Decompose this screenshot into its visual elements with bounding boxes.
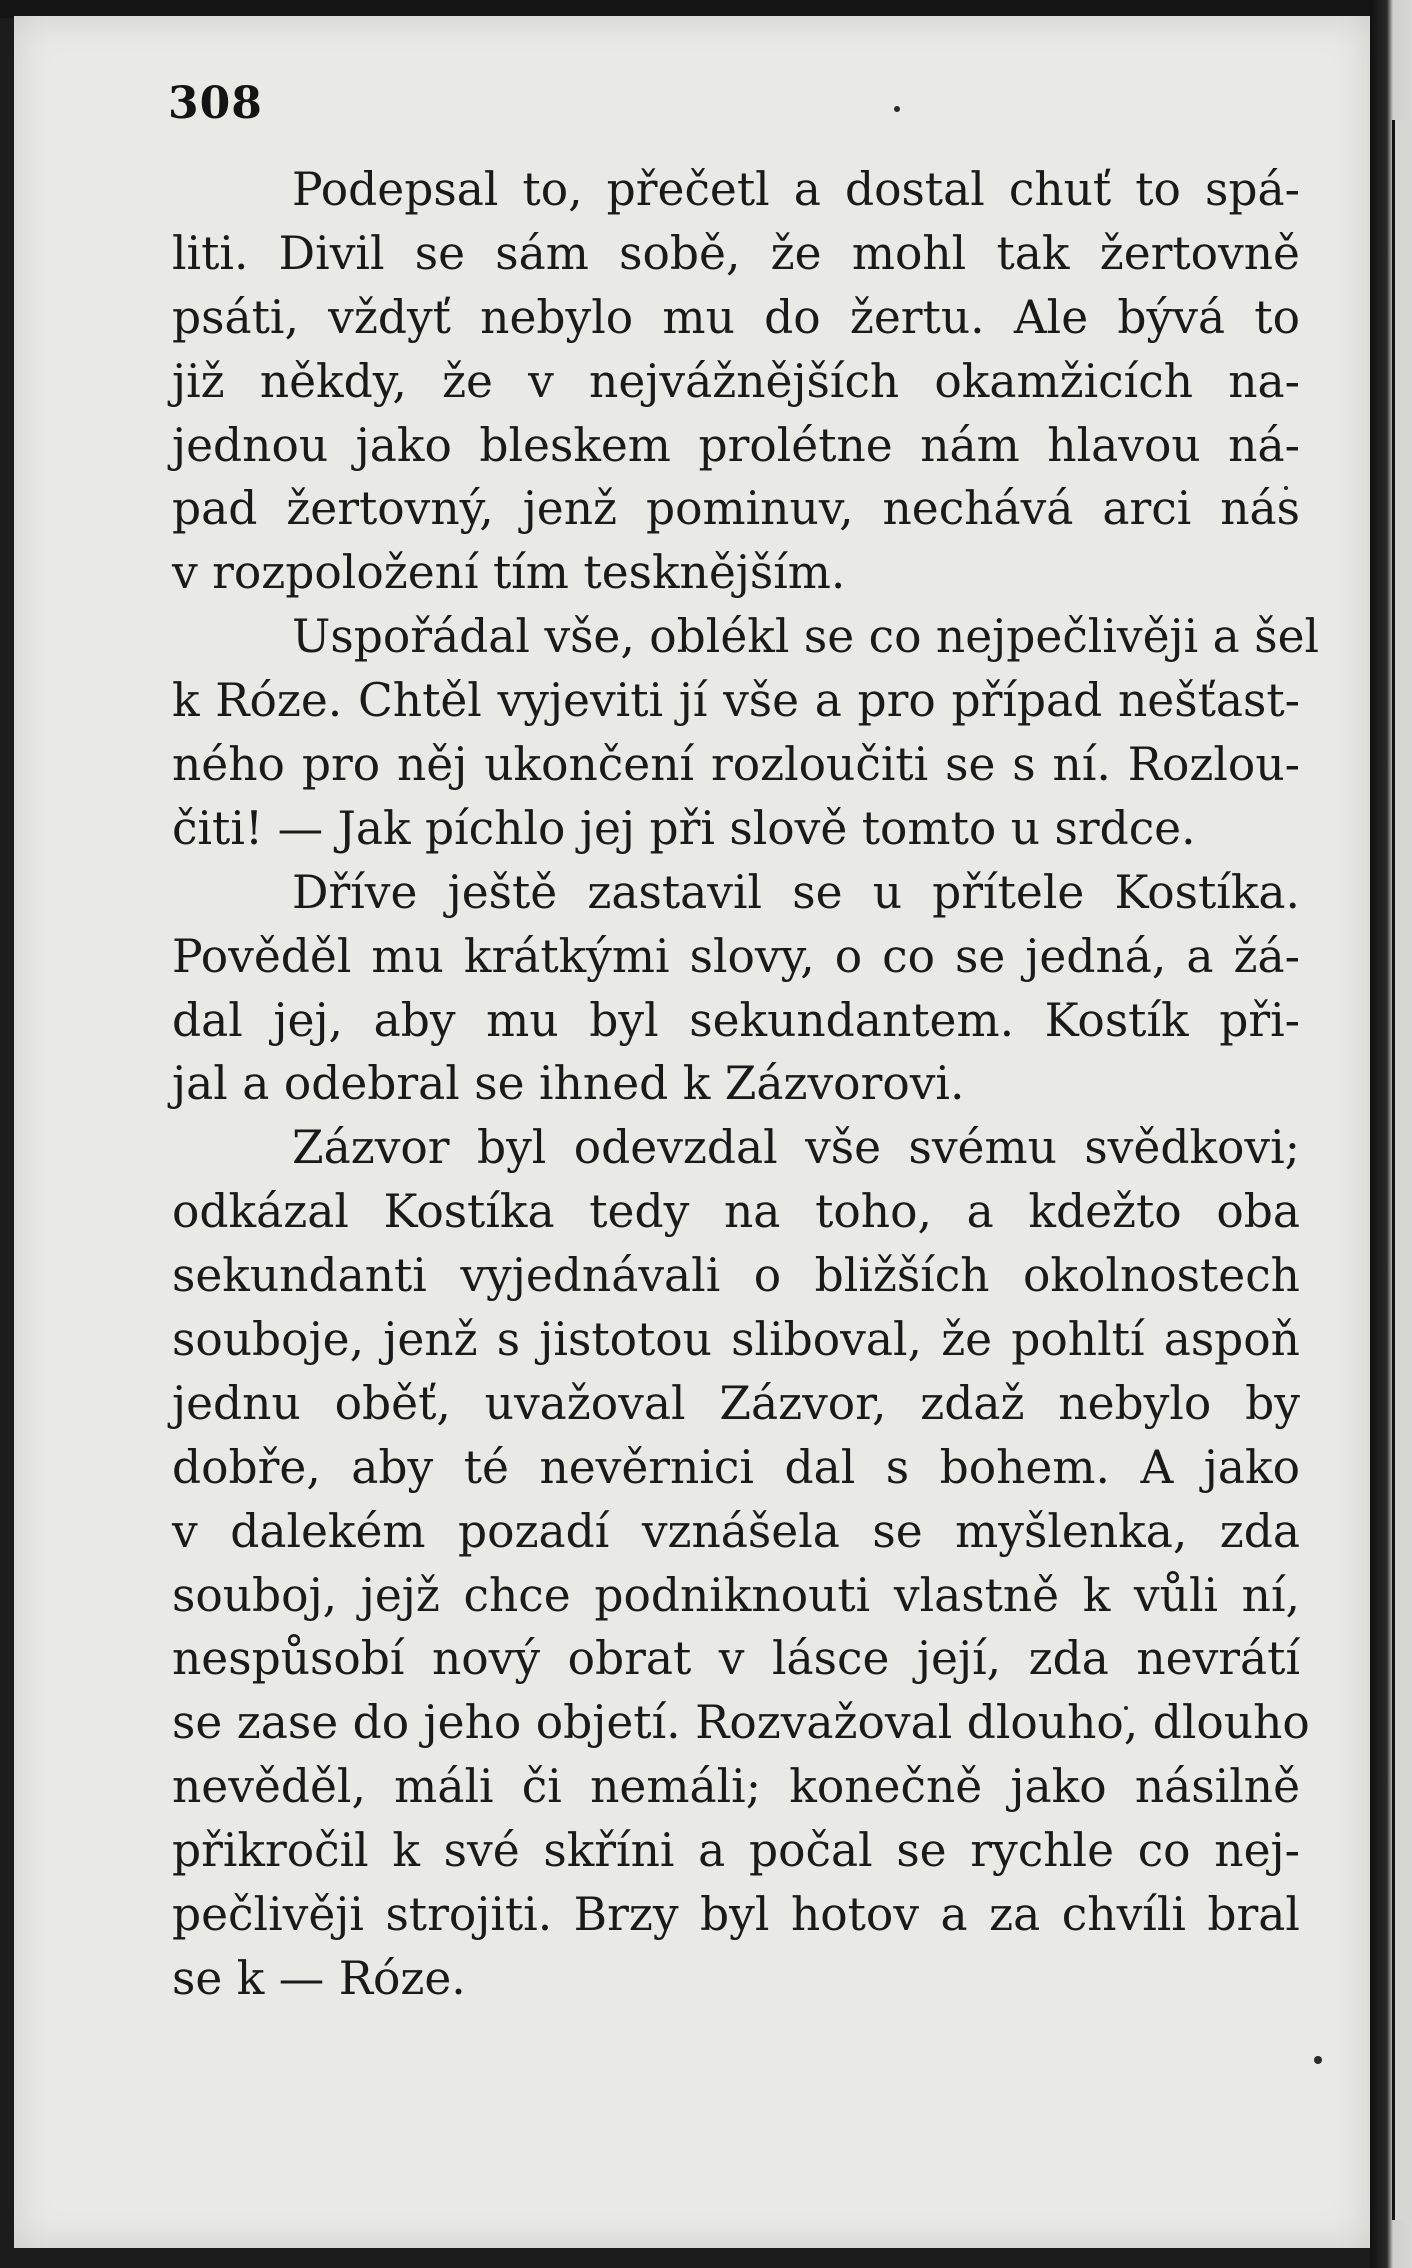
scan-right-strip [1392,120,1412,2220]
text-line: jednu oběť, uvažoval Zázvor, zdaž nebylo by [172,1376,1300,1430]
text-line: již někdy, že v nejvážnějších okamžicích na- [172,354,1300,408]
body-text [172,158,1320,2011]
text-line: přikročil k své skříni a počal se rychle co nej- [172,1824,1300,1878]
text-line: Dříve ještě zastavil se u přítele Kostíka. [292,865,1300,919]
text-line: pečlivěji strojiti. Brzy byl hotov a za chvíli bral [172,1888,1300,1942]
ink-speck [1314,2056,1322,2064]
text-line: ného pro něj ukončení rozloučiti se s ní. Rozlou- [172,738,1300,792]
text-line: se k — Róze. [172,1951,466,2005]
text-line: Pověděl mu krátkými slovy, o co se jedná, a žá- [172,929,1300,983]
text-line: pad žertovný, jenž pominuv, nechává arci nás [172,482,1300,536]
text-line: Uspořádal vše, oblékl se co nejpečlivěji a šel [292,610,1320,664]
text-line: liti. Divil se sám sobě, že mohl tak žertovně [172,226,1300,280]
text-line: nevěděl, máli či nemáli; konečně jako násilně [172,1760,1300,1814]
text-line: v dalekém pozadí vznášela se myšlenka, zda [172,1504,1300,1558]
text-line: čiti! — Jak píchlo jej při slově tomto u srdce. [172,801,1196,855]
text-line: sekundanti vyjednávali o bližších okolnostech [172,1249,1300,1303]
text-line: souboj, jejž chce podniknouti vlastně k vůli ní, [172,1568,1300,1622]
text-line: k Róze. Chtěl vyjeviti jí vše a pro případ nešťast- [172,674,1300,728]
text-line: nespůsobí nový obrat v lásce její, zda nevrátí [172,1632,1300,1686]
text-line: v rozpoložení tím tesknějším. [172,546,846,600]
text-line: souboje, jenž s jistotou sliboval, že pohltí aspoň [172,1313,1300,1367]
ink-speck [894,106,900,112]
text-line: jal a odebral se ihned k Zázvorovi. [172,1057,965,1111]
text-line: odkázal Kostíka tedy na toho, a kdežto oba [172,1185,1300,1239]
text-line: se zase do jeho objetí. Rozvažoval dlouho, dlouho [172,1696,1310,1750]
text-line: dal jej, aby mu byl sekundantem. Kostík při- [172,993,1300,1047]
text-line: Zázvor byl odevzdal vše svému svědkovi; [292,1121,1300,1175]
text-line: psáti, vždyť nebylo mu do žertu. Ale bývá to [172,290,1300,344]
text-line: jednou jako bleskem prolétne nám hlavou ná- [172,418,1300,472]
text-line: dobře, aby té nevěrnici dal s bohem. A jako [172,1440,1300,1494]
text-line: Podepsal to, přečetl a dostal chuť to spá- [292,163,1300,216]
page-number: 308 [168,78,263,129]
